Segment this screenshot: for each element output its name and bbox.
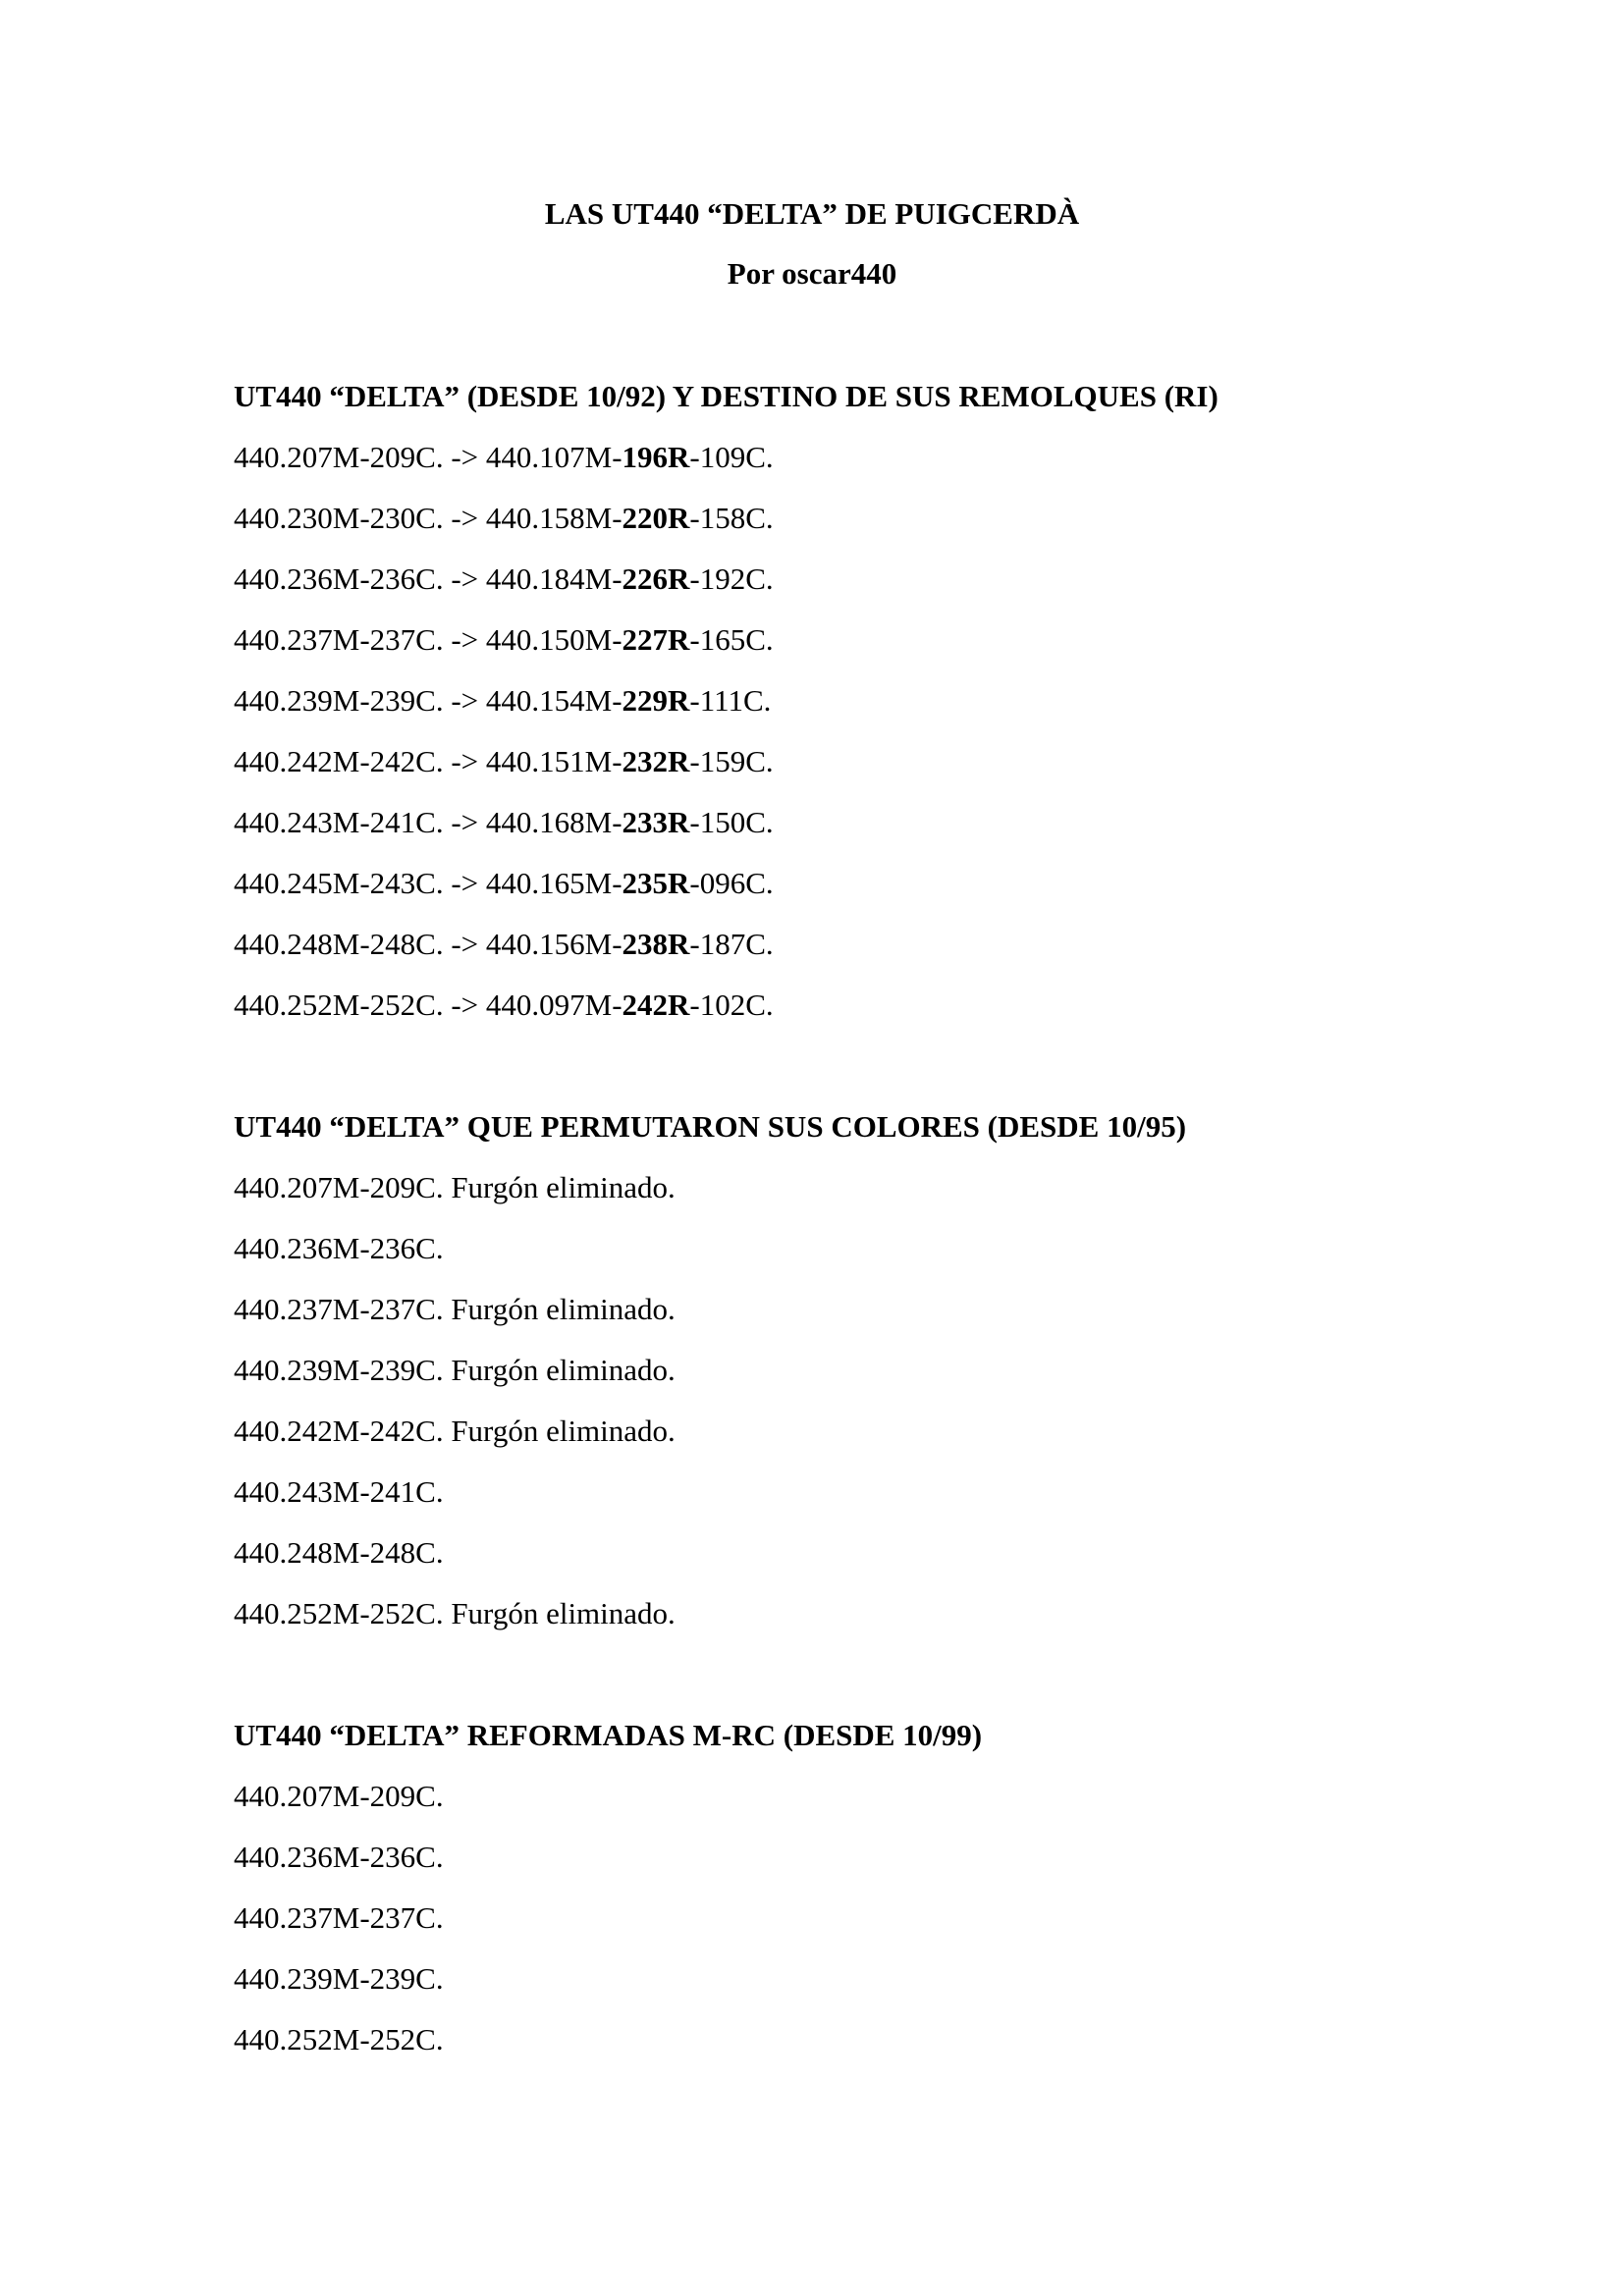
list-item: 440.243M-241C. xyxy=(234,1474,444,1509)
section-color-swap xyxy=(234,1107,1412,1655)
list-item: 440.230M-230C. -> 440.158M-220R-158C. xyxy=(234,501,774,535)
list-item: 440.207M-209C. Furgón eliminado. xyxy=(234,1170,676,1204)
list-item: 440.245M-243C. -> 440.165M-235R-096C. xyxy=(234,866,774,900)
list-item: 440.207M-209C. xyxy=(234,1779,444,1813)
list-item: 440.252M-252C. -> 440.097M-242R-102C. xyxy=(234,988,774,1022)
section-heading: UT440 “DELTA” QUE PERMUTARON SUS COLORES (DESDE 10/95) xyxy=(234,1109,1187,1144)
list-item: 440.248M-248C. -> 440.156M-238R-187C. xyxy=(234,927,774,961)
list-item: 440.242M-242C. Furgón eliminado. xyxy=(234,1414,676,1448)
list-item: 440.239M-239C. -> 440.154M-229R-111C. xyxy=(234,683,772,718)
list-item: 440.243M-241C. -> 440.168M-233R-150C. xyxy=(234,805,774,839)
document-title: LAS UT440 “DELTA” DE PUIGCERDÀ xyxy=(544,196,1080,231)
list-item: 440.239M-239C. Furgón eliminado. xyxy=(234,1353,676,1387)
list-item: 440.236M-236C. -> 440.184M-226R-192C. xyxy=(234,561,774,596)
list-item: 440.252M-252C. Furgón eliminado. xyxy=(234,1596,676,1630)
section-heading: UT440 “DELTA” REFORMADAS M-RC (DESDE 10/99) xyxy=(234,1718,983,1752)
list-item: 440.237M-237C. xyxy=(234,1900,444,1935)
list-item: 440.207M-209C. -> 440.107M-196R-109C. xyxy=(234,440,774,474)
list-item: 440.252M-252C. xyxy=(234,2022,444,2056)
list-item: 440.237M-237C. -> 440.150M-227R-165C. xyxy=(234,622,774,657)
document-byline: Por oscar440 xyxy=(727,256,897,291)
list-item: 440.242M-242C. -> 440.151M-232R-159C. xyxy=(234,744,774,778)
list-item: 440.237M-237C. Furgón eliminado. xyxy=(234,1292,676,1326)
list-item: 440.239M-239C. xyxy=(234,1961,444,1996)
section-delta-trailers xyxy=(234,377,1412,1046)
list-item: 440.248M-248C. xyxy=(234,1535,444,1570)
list-item: 440.236M-236C. xyxy=(234,1840,444,1874)
section-heading: UT440 “DELTA” (DESDE 10/92) Y DESTINO DE SUS REMOLQUES (RI) xyxy=(234,379,1218,413)
list-item: 440.236M-236C. xyxy=(234,1231,444,1265)
section-reformed xyxy=(234,1716,1412,2081)
